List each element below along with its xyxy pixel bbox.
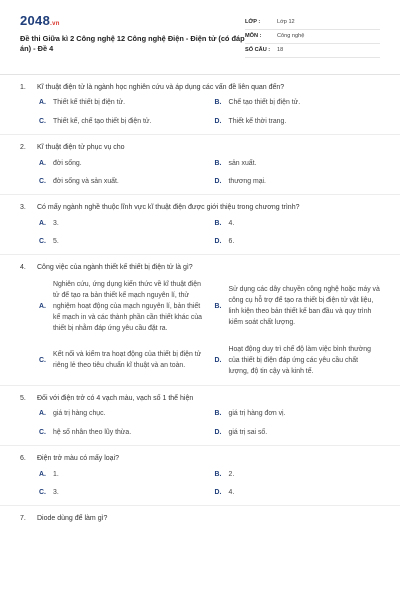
options-grid — [20, 98, 380, 128]
option-label: C. — [39, 117, 46, 125]
meta-class-row — [245, 16, 380, 30]
meta-count-key: SỐ CÂU : — [245, 46, 271, 53]
option-text: Nghiên cứu, ứng dụng kiến thức về kĩ thuật điện tử để tạo ra bản thiết kế mạch nguyên lí, thử nghiệm hoạt động của mạch nguyên lí, bản thiết kế mạch in và các thành phần cần thiết khác của thiết bị nhằm đáp ứng yêu cầu đặt ra. — [53, 280, 203, 332]
options-grid — [20, 470, 380, 500]
option-label: A. — [39, 470, 46, 478]
option-b[interactable] — [215, 98, 381, 107]
meta-subject-value: Công nghệ — [277, 32, 305, 39]
exam-title: Đề thi Giữa kì 2 Công nghệ 12 Công nghệ Điện - Điện tử (có đáp án) - Đề 4 — [20, 33, 245, 53]
question-2 — [0, 135, 400, 195]
option-label: B. — [214, 302, 222, 310]
option-a[interactable] — [39, 409, 205, 418]
site-logo[interactable] — [20, 12, 245, 30]
logo-main: 2048 — [20, 13, 51, 28]
option-text: 4. — [228, 219, 235, 227]
options-grid — [20, 409, 380, 439]
question-number: 3. — [20, 204, 26, 212]
option-label: A. — [39, 302, 46, 310]
option-label: C. — [39, 488, 46, 496]
options-grid — [20, 159, 380, 189]
meta-class-value: Lớp 12 — [277, 18, 295, 25]
option-label: A. — [39, 99, 46, 107]
header-left — [20, 12, 245, 54]
question-number: 1. — [20, 84, 26, 91]
option-text: Hoạt động duy trì chế độ làm việc bình thường của thiết bị điện đáp ứng các yêu cầu chất lượng, độ tin cậy và kinh tế. — [228, 345, 371, 375]
option-text: thương mại. — [228, 177, 266, 185]
option-label: D. — [214, 428, 222, 436]
meta-count-row — [245, 44, 380, 58]
question-text — [20, 514, 380, 523]
question-number: 2. — [20, 144, 26, 152]
exam-meta — [245, 16, 380, 58]
option-label: C. — [39, 356, 46, 364]
question-prompt: Diode dùng để làm gì? — [37, 515, 108, 523]
option-label: B. — [214, 99, 222, 107]
option-label: B. — [214, 159, 222, 167]
question-prompt: Công việc của ngành thiết kế thiết bị điện tử là gì? — [37, 264, 193, 272]
question-prompt: Đối với điện trở có 4 vạch màu, vạch số 1 thể hiện — [37, 395, 194, 402]
option-b[interactable] — [215, 470, 381, 479]
options-grid — [20, 219, 380, 249]
question-5 — [0, 386, 400, 446]
question-prompt: Có mấy ngành nghề thuộc lĩnh vực kĩ thuật điện được giới thiệu trong chương trình? — [37, 204, 300, 212]
meta-class-key: LỚP : — [245, 18, 261, 25]
option-b[interactable] — [215, 159, 381, 168]
option-text: đời sống và sản xuất. — [53, 177, 119, 185]
option-text: Kết nối và kiểm tra hoạt động của thiết bị điện tử riêng lẻ theo tiêu chuẩn kĩ thuật và an toàn. — [53, 351, 202, 370]
option-label: D. — [214, 237, 222, 245]
option-text: 5. — [53, 237, 59, 245]
option-label: D. — [214, 117, 222, 125]
question-prompt: Kĩ thuật điện tử phục vụ cho — [37, 144, 125, 152]
option-label: B. — [214, 470, 222, 478]
question-3 — [0, 195, 400, 255]
option-label: C. — [39, 237, 46, 245]
meta-count-value: 18 — [277, 46, 284, 53]
meta-subject-row — [245, 30, 380, 44]
option-text: giá trị hàng đơn vị. — [228, 410, 286, 418]
option-d[interactable] — [215, 177, 381, 186]
option-a[interactable] — [39, 470, 205, 479]
question-text — [20, 454, 380, 463]
meta-subject-key: MÔN : — [245, 32, 262, 39]
option-text: sản xuất. — [228, 159, 257, 167]
option-b[interactable] — [215, 409, 381, 418]
option-d[interactable] — [215, 237, 381, 246]
option-label: C. — [39, 428, 46, 436]
option-text: 6. — [228, 237, 235, 245]
option-c[interactable] — [39, 117, 205, 126]
question-prompt: Điện trở màu có mấy loại? — [37, 455, 120, 463]
option-d[interactable] — [215, 488, 381, 497]
option-label: B. — [214, 410, 222, 418]
option-label: D. — [214, 356, 222, 364]
logo-suffix: .vn — [50, 21, 60, 27]
option-text: Chế tạo thiết bị điện tử. — [228, 99, 301, 107]
option-label: C. — [39, 177, 46, 185]
option-text: đời sống. — [53, 159, 82, 167]
question-6 — [0, 446, 400, 506]
question-4 — [0, 255, 400, 386]
option-a[interactable] — [39, 159, 205, 168]
option-text: giá trị sai số. — [228, 428, 268, 436]
option-c[interactable] — [39, 177, 205, 186]
option-a[interactable] — [39, 219, 205, 228]
option-a[interactable] — [39, 279, 205, 334]
option-b[interactable] — [215, 279, 381, 334]
options-grid — [20, 279, 380, 379]
option-text: 2. — [228, 470, 235, 478]
option-c[interactable] — [39, 428, 205, 437]
option-label: A. — [39, 159, 46, 167]
question-text — [20, 263, 380, 272]
option-text: 1. — [53, 470, 59, 478]
option-text: Sử dụng các dây chuyền công nghệ hoặc máy và công cụ hỗ trợ để tạo ra thiết bị điện tử vật liệu, linh kiện theo bản thiết kế ban đầu và quy trình kiểm soát chất lượng. — [228, 286, 380, 327]
question-number: 4. — [20, 264, 26, 272]
option-text: 4. — [228, 488, 235, 496]
option-a[interactable] — [39, 98, 205, 107]
option-b[interactable] — [215, 219, 381, 228]
option-label: D. — [214, 488, 222, 496]
option-c[interactable] — [39, 237, 205, 246]
question-number: 6. — [20, 455, 26, 463]
option-text: Thiết kế, chế tạo thiết bị điện tử. — [53, 117, 152, 125]
question-text — [20, 83, 380, 92]
option-c[interactable] — [39, 488, 205, 497]
question-number: 7. — [20, 515, 26, 523]
exam-header — [20, 12, 380, 70]
question-text — [20, 394, 380, 403]
option-text: Thiết kế thời trang. — [228, 117, 287, 125]
option-label: D. — [214, 177, 222, 185]
question-text — [20, 203, 380, 212]
option-text: Thiết kế thiết bị điện tử. — [53, 99, 126, 107]
option-d[interactable] — [215, 344, 381, 377]
option-text: 3. — [53, 219, 59, 227]
option-text: hệ số nhân theo lũy thừa. — [53, 428, 132, 436]
option-label: B. — [214, 219, 222, 227]
question-1 — [0, 75, 400, 135]
option-c[interactable] — [39, 344, 205, 377]
option-text: giá trị hàng chục. — [53, 410, 106, 418]
question-7 — [0, 506, 400, 535]
option-label: A. — [39, 410, 46, 418]
question-text — [20, 143, 380, 152]
option-label: A. — [39, 219, 46, 227]
option-d[interactable] — [215, 428, 381, 437]
question-number: 5. — [20, 395, 26, 402]
option-d[interactable] — [215, 117, 381, 126]
question-prompt: Kĩ thuật điện tử là ngành học nghiên cứu và áp dụng các vấn đề liên quan đến? — [37, 84, 285, 91]
option-text: 3. — [53, 488, 59, 496]
